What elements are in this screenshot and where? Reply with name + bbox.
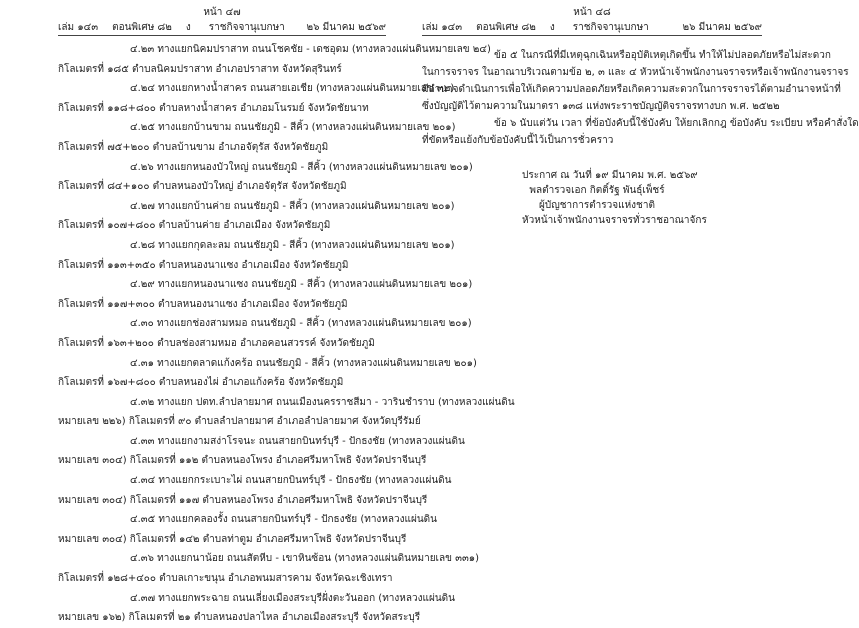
- section: ตอนพิเศษ ๘๒: [476, 22, 536, 33]
- item-line-location: กิโลเมตรที่ ๑๑๓+๓๕๐ ตำบลหนองนาแซง อำเภอเมือง จังหวัดชัยภูมิ: [58, 259, 349, 271]
- page-header: [422, 20, 762, 36]
- item-line-heading: ๔.๒๙ ทางแยกหนองนาแซง ถนนชัยภูมิ - สีคิ้ว (ทางหลวงแผ่นดินหมายเลข ๒๐๑): [130, 279, 473, 291]
- clauses: [422, 47, 859, 149]
- item-line-heading: ๔.๓๓ ทางแยกงามสง่าโรจนะ ถนนสายกบินทร์บุรี - ปักธงชัย (ทางหลวงแผ่นดิน: [130, 435, 465, 447]
- item-line-heading: ๔.๒๕ ทางแยกบ้านขาม ถนนชัยภูมิ - สีคิ้ว (ทางหลวงแผ่นดินหมายเลข ๒๐๑): [130, 122, 456, 134]
- clause-5-line: มีอำนาจดำเนินการเพื่อให้เกิดความปลอดภัยหรือเกิดความสะดวกในการจราจรได้ตามอำนาจหน้าที่: [422, 84, 841, 95]
- volume: เล่ม ๑๔๓: [422, 22, 463, 33]
- announcement-date: ประกาศ ณ วันที่ ๑๙ มีนาคม พ.ศ. ๒๕๖๙: [522, 170, 698, 181]
- item-line-heading: ๔.๓๔ ทางแยกกระเบาะไผ่ ถนนสายกบินทร์บุรี - ปักธงชัย (ทางหลวงแผ่นดิน: [130, 475, 452, 487]
- clause-6-line: ที่ขัดหรือแย้งกับข้อบังคับนี้ไว้เป็นการชั่วคราว: [422, 135, 614, 146]
- item-line-heading: ๔.๒๓ ทางแยกนิคมปราสาท ถนนโชคชัย - เดชอุดม (ทางหลวงแผ่นดินหมายเลข ๒๔): [130, 44, 491, 55]
- item-line-location: หมายเลข ๒๒๖) กิโลเมตรที่ ๙๐ ตำบลลำปลายมาศ อำเภอลำปลายมาศ จังหวัดบุรีรัมย์: [58, 416, 421, 428]
- publish-date: ๒๖ มีนาคม ๒๕๖๙: [682, 22, 762, 33]
- item-line-location: กิโลเมตรที่ ๘๔+๑๐๐ ตำบลหนองบัวใหญ่ อำเภอจัตุรัส จังหวัดชัยภูมิ: [58, 181, 347, 193]
- item-line-location: กิโลเมตรที่ ๑๐๗+๘๐๐ ตำบลบ้านค่าย อำเภอเมือง จังหวัดชัยภูมิ: [58, 220, 331, 232]
- item-line-heading: ๔.๓๐ ทางแยกช่องสามหมอ ถนนชัยภูมิ - สีคิ้ว (ทางหลวงแผ่นดินหมายเลข ๒๐๑): [130, 318, 472, 330]
- section: ตอนพิเศษ ๘๒: [112, 22, 172, 33]
- section-letter: ง: [185, 22, 191, 33]
- clause-5-line: ข้อ ๕ ในกรณีที่มีเหตุฉุกเฉินหรืออุบัติเหตุเกิดขึ้น ทำให้ไม่ปลอดภัยหรือไม่สะดวก: [494, 50, 831, 61]
- item-line-location: หมายเลข ๓๐๔) กิโลเมตรที่ ๑๑๒ ตำบลหนองโพรง อำเภอศรีมหาโพธิ จังหวัดปราจีนบุรี: [58, 455, 427, 467]
- signer-position: ผู้บัญชาการตำรวจแห่งชาติ: [539, 200, 655, 211]
- clause-5-line: ซึ่งบัญญัติไว้ตามความในมาตรา ๑๓๘ แห่งพระราชบัญญัติจราจรทางบก พ.ศ. ๒๕๒๒: [422, 101, 780, 112]
- page-number: หน้า ๔๘: [573, 7, 611, 18]
- gazette-title: ราชกิจจานุเบกษา: [572, 22, 649, 33]
- item-line-location: หมายเลข ๑๖๒) กิโลเมตรที่ ๒๑ ตำบลหนองปลาไหล อำเภอเมืองสระบุรี จังหวัดสระบุรี: [58, 612, 421, 624]
- publish-date: ๒๖ มีนาคม ๒๕๖๙: [306, 22, 386, 33]
- item-line-location: หมายเลข ๓๐๔) กิโลเมตรที่ ๑๑๗ ตำบลหนองโพรง อำเภอศรีมหาโพธิ จังหวัดปราจีนบุรี: [58, 494, 428, 506]
- item-line-location: กิโลเมตรที่ ๑๑๗+๓๐๐ ตำบลหนองนาแซง อำเภอเมือง จังหวัดชัยภูมิ: [58, 298, 348, 310]
- page-header: [58, 20, 386, 36]
- signer-position: หัวหน้าเจ้าพนักงานจราจรทั่วราชอาณาจักร: [522, 215, 707, 226]
- gazette-title: ราชกิจจานุเบกษา: [208, 22, 285, 33]
- clause-6-line: ข้อ ๖ นับแต่วัน เวลา ที่ข้อบังคับนี้ใช้บังคับ ให้ยกเลิกกฎ ข้อบังคับ ระเบียบ หรือคำสั่งใด: [494, 118, 859, 129]
- item-line-location: หมายเลข ๓๐๔) กิโลเมตรที่ ๑๔๒ ตำบลท่าตูม อำเภอศรีมหาโพธิ จังหวัดปราจีนบุรี: [58, 533, 407, 545]
- item-line-location: กิโลเมตรที่ ๑๒๘+๔๐๐ ตำบลเกาะขนุน อำเภอพนมสารคาม จังหวัดฉะเชิงเทรา: [58, 573, 393, 585]
- item-line-heading: ๔.๓๕ ทางแยกคลองรั้ง ถนนสายกบินทร์บุรี - ปักธงชัย (ทางหลวงแผ่นดิน: [130, 514, 438, 526]
- item-line-heading: ๔.๒๖ ทางแยกหนองบัวใหญ่ ถนนชัยภูมิ - สีคิ้ว (ทางหลวงแผ่นดินหมายเลข ๒๐๑): [130, 161, 473, 173]
- clause-5-line: ในการจราจร ในอาณาบริเวณตามข้อ ๒, ๓ และ ๔ หัวหน้าเจ้าพนักงานจราจรหรือเจ้าพนักงานจราจร: [422, 67, 849, 78]
- page-number: หน้า ๔๗: [203, 7, 241, 18]
- signature-block: [522, 168, 707, 228]
- item-line-heading: ๔.๓๒ ทางแยก ปตท.ลำปลายมาศ ถนนเมืองนครราชสีมา - วารินชำราบ (ทางหลวงแผ่นดิน: [130, 396, 515, 408]
- item-line-heading: ๔.๒๘ ทางแยกกุดละลม ถนนชัยภูมิ - สีคิ้ว (ทางหลวงแผ่นดินหมายเลข ๒๐๑): [130, 239, 455, 251]
- item-line-location: กิโลเมตรที่ ๑๖๓+๒๐๐ ตำบลช่องสามหมอ อำเภอคอนสวรรค์ จังหวัดชัยภูมิ: [58, 337, 375, 349]
- item-line-heading: ๔.๓๖ ทางแยกนาน้อย ถนนสัตหีบ - เขาหินซ้อน (ทางหลวงแผ่นดินหมายเลข ๓๓๑): [130, 553, 480, 565]
- signer-name: พลตำรวจเอก กิตติ์รัฐ พันธุ์เพ็ชร์: [529, 185, 665, 196]
- item-line-heading: ๔.๒๔ ทางแยกหางน้ำสาคร ถนนสายเอเชีย (ทางหลวงแผ่นดินหมายเลข ๓๒): [130, 83, 455, 95]
- item-line-location: กิโลเมตรที่ ๗๕+๒๐๐ ตำบลบ้านขาม อำเภอจัตุรัส จังหวัดชัยภูมิ: [58, 141, 329, 153]
- item-line-heading: ๔.๓๑ ทางแยกตลาดแก้งคร้อ ถนนชัยภูมิ - สีคิ้ว (ทางหลวงแผ่นดินหมายเลข ๒๐๑): [130, 357, 477, 369]
- item-line-location: กิโลเมตรที่ ๑๑๘+๘๐๐ ตำบลหางน้ำสาคร อำเภอมโนรมย์ จังหวัดชัยนาท: [58, 102, 369, 114]
- item-line-location: กิโลเมตรที่ ๑๖๗+๘๐๐ ตำบลหนองไผ่ อำเภอแก้งคร้อ จังหวัดชัยภูมิ: [58, 377, 344, 389]
- volume: เล่ม ๑๔๓: [58, 22, 99, 33]
- item-line-location: กิโลเมตรที่ ๑๘๕ ตำบลนิคมปราสาท อำเภอปราสาท จังหวัดสุรินทร์: [58, 63, 342, 75]
- item-line-heading: ๔.๓๗ ทางแยกพระฉาย ถนนเลี่ยงเมืองสระบุรีฝั่งตะวันออก (ทางหลวงแผ่นดิน: [130, 592, 455, 604]
- item-line-heading: ๔.๒๗ ทางแยกบ้านค่าย ถนนชัยภูมิ - สีคิ้ว (ทางหลวงแผ่นดินหมายเลข ๒๐๑): [130, 200, 455, 212]
- item-list: [58, 40, 515, 628]
- section-letter: ง: [549, 22, 555, 33]
